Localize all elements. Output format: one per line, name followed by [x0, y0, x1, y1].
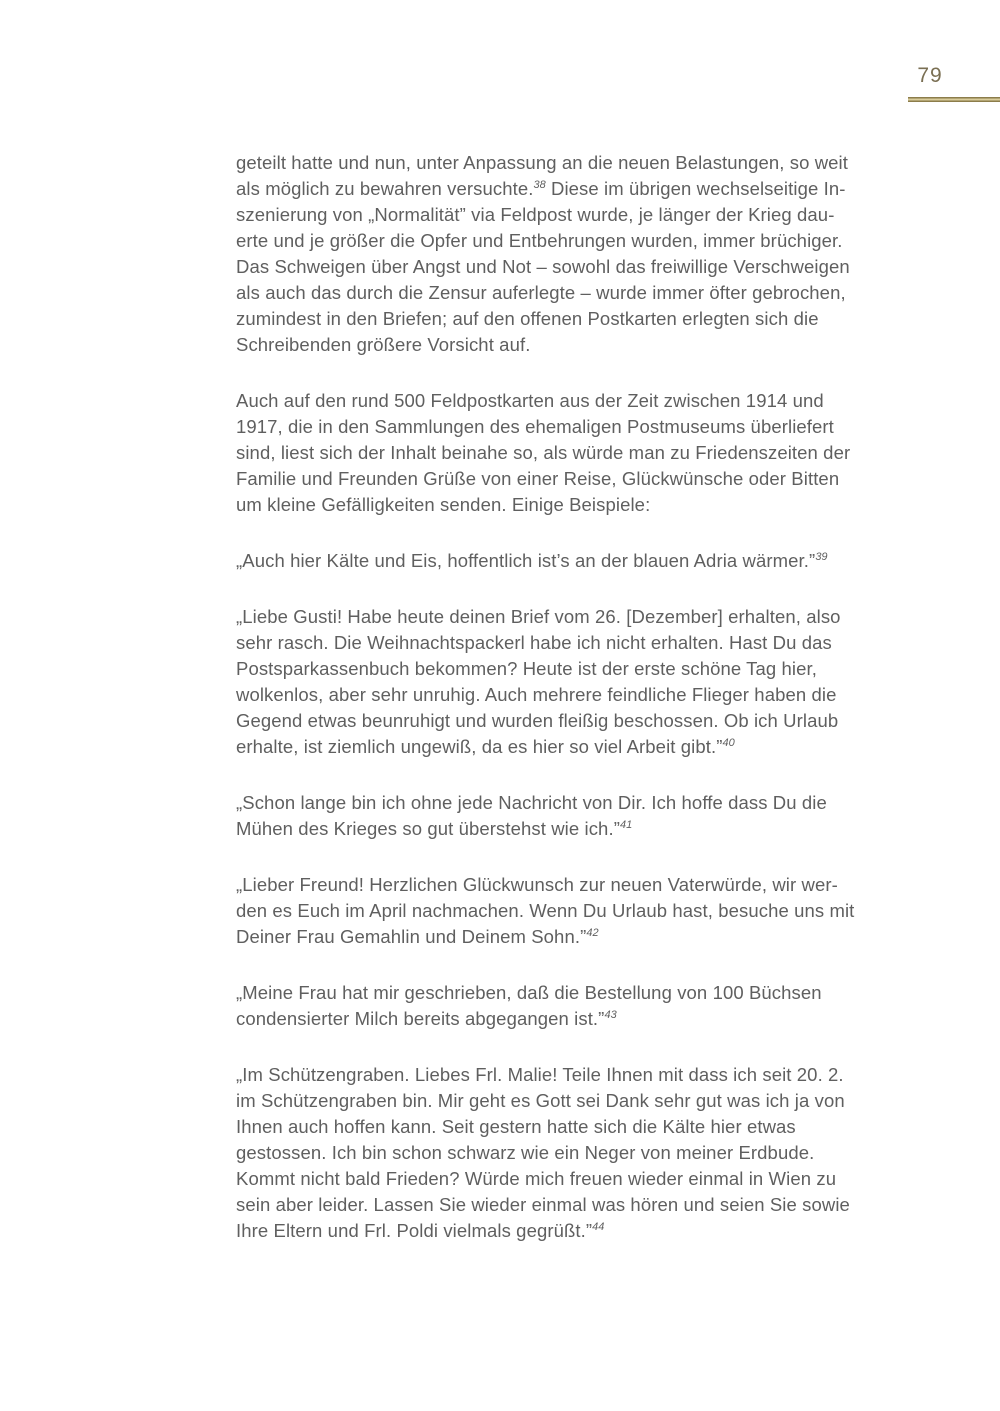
body-paragraph-2: Auch auf den rund 500 Feldpostkarten aus der Zeit zwischen 1914 und 1917, die in den Sammlungen des ehemaligen Postmuseums überliefert sind, liest sich der Inhalt beinahe so, als würde man zu Friedenszeiten der Familie und Freunden Grüße von einer Reise, Glückwünsche oder Bitten um kleine Gefälligkeiten senden. Einige Beispiele: [236, 390, 851, 515]
header-rule-divider [908, 97, 1000, 102]
footnote-ref: 41 [619, 819, 633, 831]
quote-paragraph-1: „Auch hier Kälte und Eis, hoffentlich ist’s an der blauen Adria wärmer.”$^{39}$ [236, 550, 828, 571]
quote-paragraph-2: „Liebe Gusti! Habe heute deinen Brief vom 26. [Dezember] erhalten, also sehr rasch. Die Weihnachtspackerl habe ich nicht erhalten. Hast Du das Postsparkassenbuch bekommen? Heute ist der erste schöne Tag hier, wolkenlos, aber sehr unruhig. Auch mehrere feindliche Flieger haben die Gegend etwas beunruhigt und wurden fleißig beschossen. Ob ich Urlaub erhalte, ist ziemlich ungewiß, da es hier so viel Arbeit gibt.”$^{40}$ [236, 606, 841, 757]
quote-paragraph-3: „Schon lange bin ich ohne jede Nachricht von Dir. Ich hoffe dass Du die Mühen des Krieges so gut überstehst wie ich.”$^{41}$ [236, 792, 827, 839]
body-paragraph-1: geteilt hatte und nun, unter Anpassung an die neuen Belastungen, so weit als möglich zu bewahren versuchte.$^{38}$ Diese im übrigen wechselseitige In- szenierung von „Normalität” via Feldpost wurde, je länger der Krieg dau- erte und je größer die Opfer und Entbehrungen wurden, immer brüchiger. Das Schweigen über Angst und Not – sowohl das freiwillige Verschweigen als auch das durch die Zensur auferlegte – wurde immer öfter gebrochen, zumindest in den Briefen; auf den offenen Postkarten erlegten sich die Schreibenden größere Vorsicht auf. [236, 152, 850, 355]
page-number: 79 [917, 64, 943, 87]
text-column [236, 150, 916, 1274]
footnote-ref: 44 [592, 1221, 605, 1233]
footnote-ref: 43 [604, 1009, 617, 1021]
quote-paragraph-6: „Im Schützengraben. Liebes Frl. Malie! Teile Ihnen mit dass ich seit 20. 2. im Schützengraben bin. Mir geht es Gott sei Dank sehr gut was ich ja von Ihnen auch hoffen kann. Seit gestern hatte sich die Kälte hier etwas gestossen. Ich bin schon schwarz wie ein Neger von meiner Erdbude. Kommt nicht bald Frieden? Würde mich freuen wieder einmal in Wien zu sein aber leider. Lassen Sie wieder einmal was hören und seien Sie sowie Ihre Eltern und Frl. Poldi vielmals gegrüßt.”$^{44}$ [236, 1064, 850, 1241]
footnote-ref: 39 [815, 551, 828, 563]
footnote-ref: 42 [586, 927, 599, 939]
quote-paragraph-4: „Lieber Freund! Herzlichen Glückwunsch zur neuen Vaterwürde, wir wer- den es Euch im April nachmachen. Wenn Du Urlaub hast, besuche uns mit Deiner Frau Gemahlin und Deinem Sohn.”$^{42}$ [236, 874, 855, 947]
footnote-ref: 38 [533, 179, 546, 191]
quote-paragraph-5: „Meine Frau hat mir geschrieben, daß die Bestellung von 100 Büchsen condensierter Milch bereits abgegangen ist.”$^{43}$ [236, 982, 822, 1029]
footnote-ref: 40 [722, 737, 735, 749]
